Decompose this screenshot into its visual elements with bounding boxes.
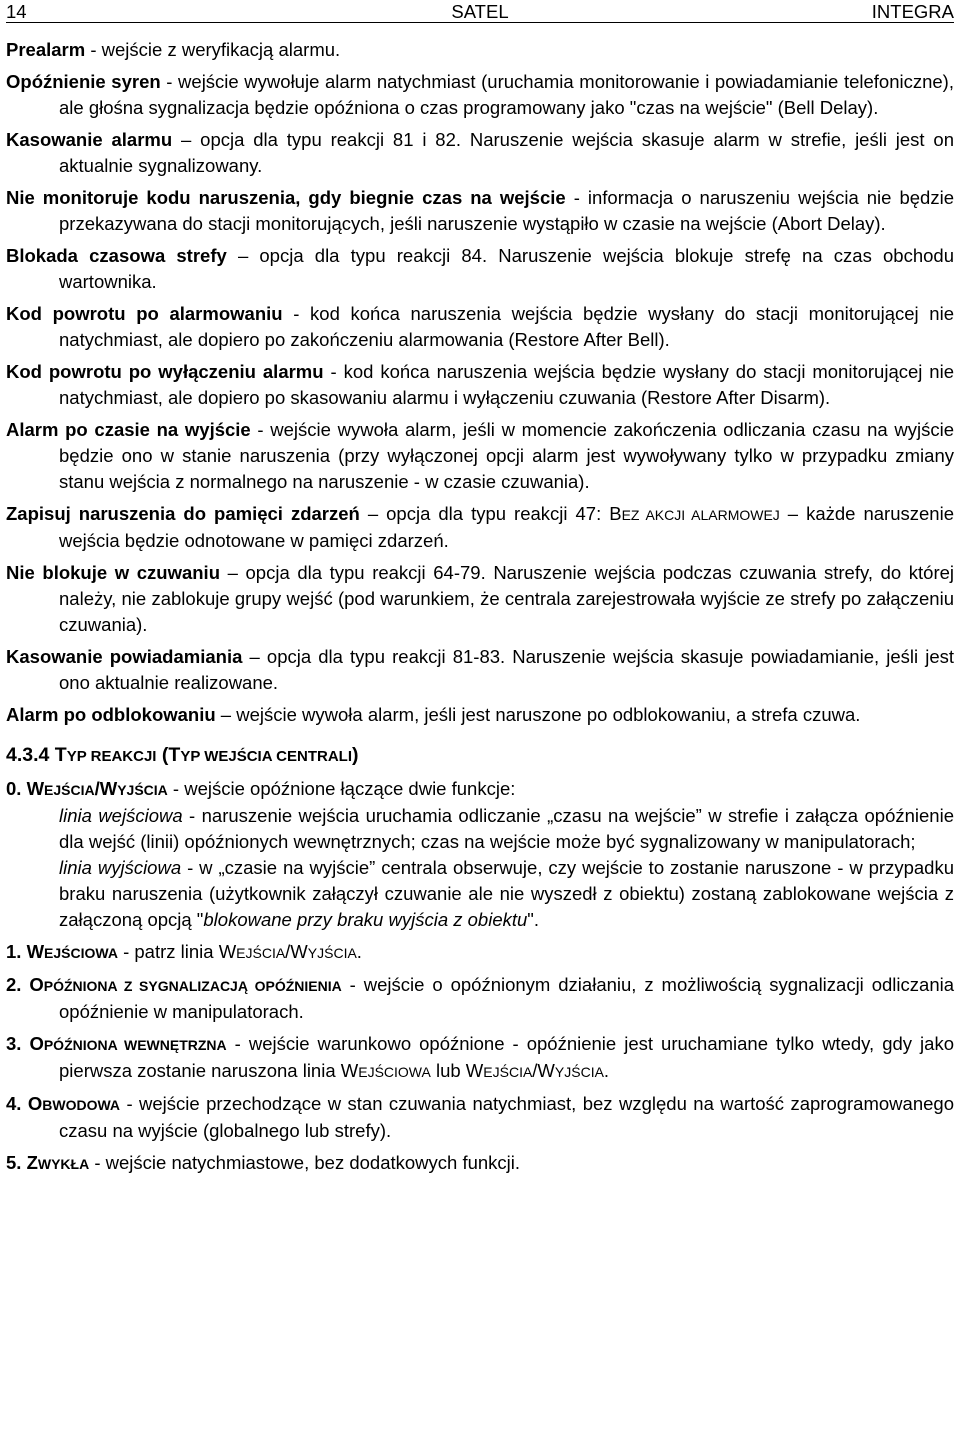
option-term: Kasowanie powiadamiania	[6, 646, 243, 667]
type-label: 5. Z	[6, 1152, 38, 1173]
type-desc: EJŚCIA	[236, 945, 286, 961]
option-entry	[6, 644, 954, 696]
option-desc: – wejście wywoła alarm, jeśli jest naruszone po odblokowaniu, a strefa czuwa.	[215, 704, 861, 725]
option-term: Opóźnienie syren	[6, 71, 161, 92]
option-term: Alarm po odblokowaniu	[6, 704, 216, 725]
type-desc: - wejście opóźnione łączące dwie funkcje:	[167, 778, 516, 799]
option-term: Nie blokuje w czuwaniu	[6, 562, 221, 583]
option-term: Kod powrotu po alarmowaniu	[6, 303, 283, 324]
reaction-type-list	[6, 776, 954, 1177]
section-heading	[6, 742, 954, 770]
reaction-type-4	[6, 1091, 954, 1144]
type-desc: - wejście o opóźnionym działaniu, z możliwością sygnalizacji odliczania opóźnienie w manipulatorach.	[59, 974, 955, 1022]
option-entry	[6, 417, 954, 495]
option-desc: - kod końca naruszenia wejścia będzie wysłany do stacji monitorującej nie natychmiast, ale dopiero po skasowaniu alarmu i wyłączeniu czuwania (Restore After Disarm).	[59, 361, 954, 408]
reaction-type-0	[6, 776, 954, 933]
option-term: Nie monitoruje kodu naruszenia, gdy biegnie czas na wejście	[6, 187, 566, 208]
reaction-type-5	[6, 1150, 954, 1177]
option-term: Prealarm	[6, 39, 86, 60]
type-label: PÓŹNIONA WEWNĘTRZNA	[43, 1037, 227, 1053]
type-desc: /W	[532, 1060, 555, 1081]
option-desc: – opcja dla typu reakcji 84. Naruszenie wejścia blokuje strefę na czas obchodu wartownika.	[59, 245, 954, 292]
type-label: EJŚCIOWA	[44, 945, 118, 961]
header-product: INTEGRA	[871, 1, 954, 22]
option-desc: – każde naruszenie wejścia będzie odnotowane w pamięci zdarzeń.	[59, 503, 954, 551]
option-entry	[6, 501, 954, 554]
option-term: Blokada czasowa strefy	[6, 245, 227, 266]
type-desc: - patrz linia W	[117, 941, 237, 962]
type-desc: EJŚCIOWA	[358, 1064, 431, 1080]
option-entry	[6, 301, 954, 353]
exit-line-term: linia wyjściowa	[59, 857, 182, 878]
entry-line-desc: - naruszenie wejścia uruchamia odliczanie „czasu na wejście” w strefie i załącza opóźnienie dla wejść (linii) opóźnionych wewnętrznych; czas na wejście może być sygnalizowany w manipulatorach;	[59, 805, 954, 852]
type-label: YJŚCIA	[117, 782, 168, 798]
section-title-part: T	[54, 744, 67, 766]
type-label: WYKŁA	[37, 1156, 90, 1172]
option-entry	[6, 243, 954, 295]
option-desc: - kod końca naruszenia wejścia będzie wysłany do stacji monitorującej nie natychmiast, ale dopiero po zakończeniu alarmowania (Restore After Bell).	[59, 303, 954, 350]
option-list	[6, 37, 954, 728]
type-desc: - wejście warunkowo opóźnione - opóźnienie jest uruchamiane tylko wtedy, gdy jako pierwsza zostanie naruszona linia W	[59, 1033, 954, 1081]
option-entry	[6, 37, 954, 63]
option-term: Kod powrotu po wyłączeniu alarmu	[6, 361, 324, 382]
option-desc: - wejście wywołuje alarm natychmiast (uruchamia monitorowanie i powiadamianie telefoniczne), ale głośna sygnalizacja będzie opóźniona o czas programowany jako "czas na wejście" (Bell Delay).	[59, 71, 954, 118]
option-desc: - wejście z weryfikacją alarmu.	[85, 39, 341, 60]
page-number: 14	[6, 1, 27, 22]
type-label: 2. O	[6, 974, 44, 995]
option-entry	[6, 69, 954, 121]
header-brand: SATEL	[451, 1, 509, 22]
type-desc: YJŚCIA	[307, 945, 357, 961]
section-title-part: YP REAKCJI	[66, 748, 157, 765]
type-label: EJŚCIA	[44, 782, 95, 798]
page-header	[6, 0, 954, 23]
option-term: Alarm po czasie na wyjście	[6, 419, 251, 440]
type-desc: .	[603, 1060, 610, 1081]
option-desc: - wejście wywoła alarm, jeśli w momencie zakończenia odliczania czasu na wyjście będzie ono w stanie naruszenia (przy wyłączonej opcji alarm jest wywoływany tylko w przypadku zmiany stanu wejścia z normalnego na naruszenie - w czasie czuwania).	[59, 419, 955, 492]
option-desc: – opcja dla typu reakcji 64-79. Naruszenie wejścia podczas czuwania strefy, do której należy, nie zablokuje grupy wejść (pod warunkiem, że centrala zarejestrowała wyjście ze strefy po załączeniu czuwania).	[59, 562, 954, 635]
option-entry	[6, 702, 954, 728]
option-desc: - informacja o naruszeniu wejścia nie będzie przekazywana do stacji monitorujących, jeśli naruszenie wystąpiło w czasie na wejście (Abort Delay).	[59, 187, 954, 234]
option-desc: – opcja dla typu reakcji 81 i 82. Naruszenie wejścia skasuje alarm w strefie, jeśli jest on aktualnie sygnalizowany.	[59, 129, 955, 176]
type-desc: .	[356, 941, 362, 962]
option-entry	[6, 359, 954, 411]
section-number: 4.3.4	[6, 744, 50, 766]
type-label: 1. W	[6, 941, 45, 962]
type-desc: /W	[285, 941, 308, 962]
option-term: Zapisuj naruszenia do pamięci zdarzeń	[6, 503, 360, 524]
option-entry	[6, 185, 954, 237]
option-desc: – opcja dla typu reakcji 47: B	[359, 503, 622, 524]
entry-line-term: linia wejściowa	[59, 805, 183, 826]
reaction-type-3	[6, 1031, 954, 1085]
reaction-type-1	[6, 939, 954, 966]
type-label: 0. W	[6, 778, 45, 799]
type-label: BWODOWA	[42, 1097, 121, 1113]
option-term: Kasowanie alarmu	[6, 129, 173, 150]
type-label: 4. O	[6, 1093, 43, 1114]
type-desc: - wejście przechodzące w stan czuwania natychmiast, bez względu na wartość zaprogramowanego czasu na wyjście (globalnego lub strefy).	[59, 1093, 954, 1141]
type-label: /W	[94, 778, 118, 799]
reaction-type-2	[6, 972, 954, 1025]
type-desc: - wejście natychmiastowe, bez dodatkowych funkcji.	[89, 1152, 521, 1173]
section-title-part: (T	[156, 744, 181, 766]
section-title-part: YP WEJŚCIA CENTRALI	[180, 748, 352, 765]
type-desc: lub W	[430, 1060, 484, 1081]
type-label: PÓŹNIONA Z SYGNALIZACJĄ OPÓŹNIENIA	[43, 978, 342, 994]
type-label: 3. O	[6, 1033, 44, 1054]
exit-line-desc: ".	[527, 909, 540, 930]
option-desc-smallcaps: EZ AKCJI ALARMOWEJ	[621, 507, 780, 523]
exit-line-option: blokowane przy braku wyjścia z obiektu	[203, 909, 528, 930]
type-desc: EJŚCIA	[483, 1064, 533, 1080]
type-desc: YJŚCIA	[554, 1064, 604, 1080]
option-entry	[6, 127, 954, 179]
section-title-part: )	[352, 744, 359, 766]
option-entry	[6, 560, 954, 638]
exit-line-desc: - w „czasie na wyjście” centrala obserwuje, czy wejście to zostanie naruszone - w przypadku braku naruszenia (użytkownik załączył czuwanie ale nie wyszedł z obiektu) zostaną zablokowane wejścia z załączoną opcją "	[59, 857, 954, 930]
option-desc: – opcja dla typu reakcji 81-83. Naruszenie wejścia skasuje powiadamianie, jeśli jest ono aktualnie realizowane.	[59, 646, 955, 693]
